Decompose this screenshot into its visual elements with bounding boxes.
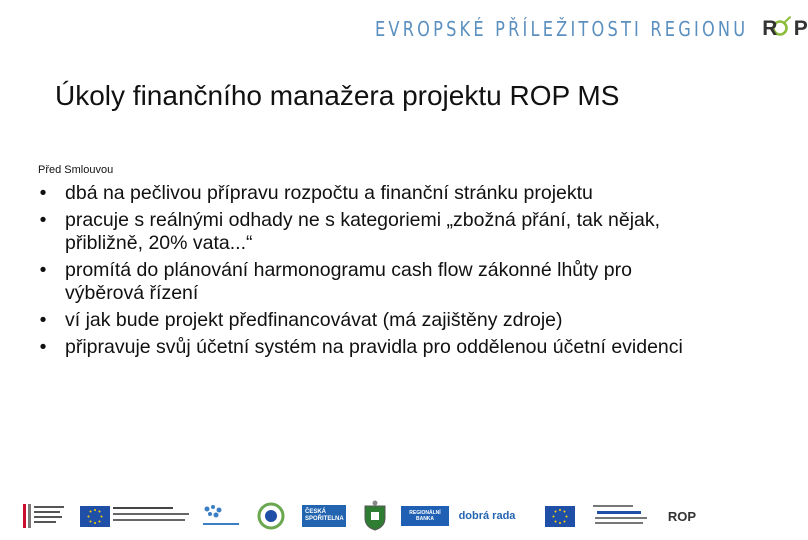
rop-programme-icon <box>112 500 192 532</box>
dobra-rada-icon <box>457 500 517 532</box>
bullet-list <box>36 182 686 363</box>
brand-text: EVROPSKÉ PŘÍLEŽITOSTI REGIONU <box>375 16 749 42</box>
regional-icon <box>198 500 244 532</box>
header-branding <box>375 13 808 45</box>
eu-flag-icon <box>543 500 577 532</box>
regional-bank-text: REGIONÁLNÍ BANKA <box>401 506 449 526</box>
bank-logo-icon <box>301 500 347 532</box>
bullet-item <box>36 209 686 255</box>
bullet-icon: • <box>39 182 47 204</box>
bullet-icon: • <box>39 309 47 331</box>
section-subheading: Před Smlouvou <box>38 164 114 176</box>
bullet-icon: • <box>39 259 47 281</box>
bullet-text: pracuje s reálnými odhady ne s kategoriemi „zbožná přání, tak nějak, přibližně, 20% vata...“ <box>65 209 661 254</box>
op-logo-icon <box>22 500 67 532</box>
bullet-text: připravuje svůj účetní systém na pravidla pro oddělenou účetní evidenci <box>65 336 683 358</box>
bullet-item <box>36 259 686 305</box>
eu-fund-icon <box>590 500 650 532</box>
bullet-item <box>36 309 686 332</box>
rop-footer-text: ROP <box>667 508 697 524</box>
bullet-text: dbá na pečlivou přípravu rozpočtu a finanční stránku projektu <box>65 182 593 204</box>
rop-footer-icon <box>662 500 702 532</box>
bullet-item <box>36 336 686 359</box>
page-title: Úkoly finančního manažera projektu ROP MS <box>55 80 620 111</box>
bank-logo-text: ČESKÁ SPOŘITELNA <box>302 505 346 527</box>
rop-logo-icon <box>762 17 808 41</box>
crest-icon <box>360 500 390 532</box>
eu-flag-icon <box>78 500 112 532</box>
bullet-icon: • <box>39 209 47 231</box>
bullet-text: promítá do plánování harmonogramu cash flow zákonné lhůty pro výběrová řízení <box>65 259 632 304</box>
dobra-rada-text: dobrá rada <box>458 510 516 522</box>
regional-bank-icon <box>400 500 450 532</box>
rop-logo-letters: R P <box>762 17 808 40</box>
circle-logo-icon <box>253 500 289 532</box>
bullet-icon: • <box>39 336 47 358</box>
bullet-item <box>36 182 686 205</box>
bullet-text: ví jak bude projekt předfinancovávat (má zajištěny zdroje) <box>65 309 563 331</box>
footer-logos <box>0 492 720 540</box>
